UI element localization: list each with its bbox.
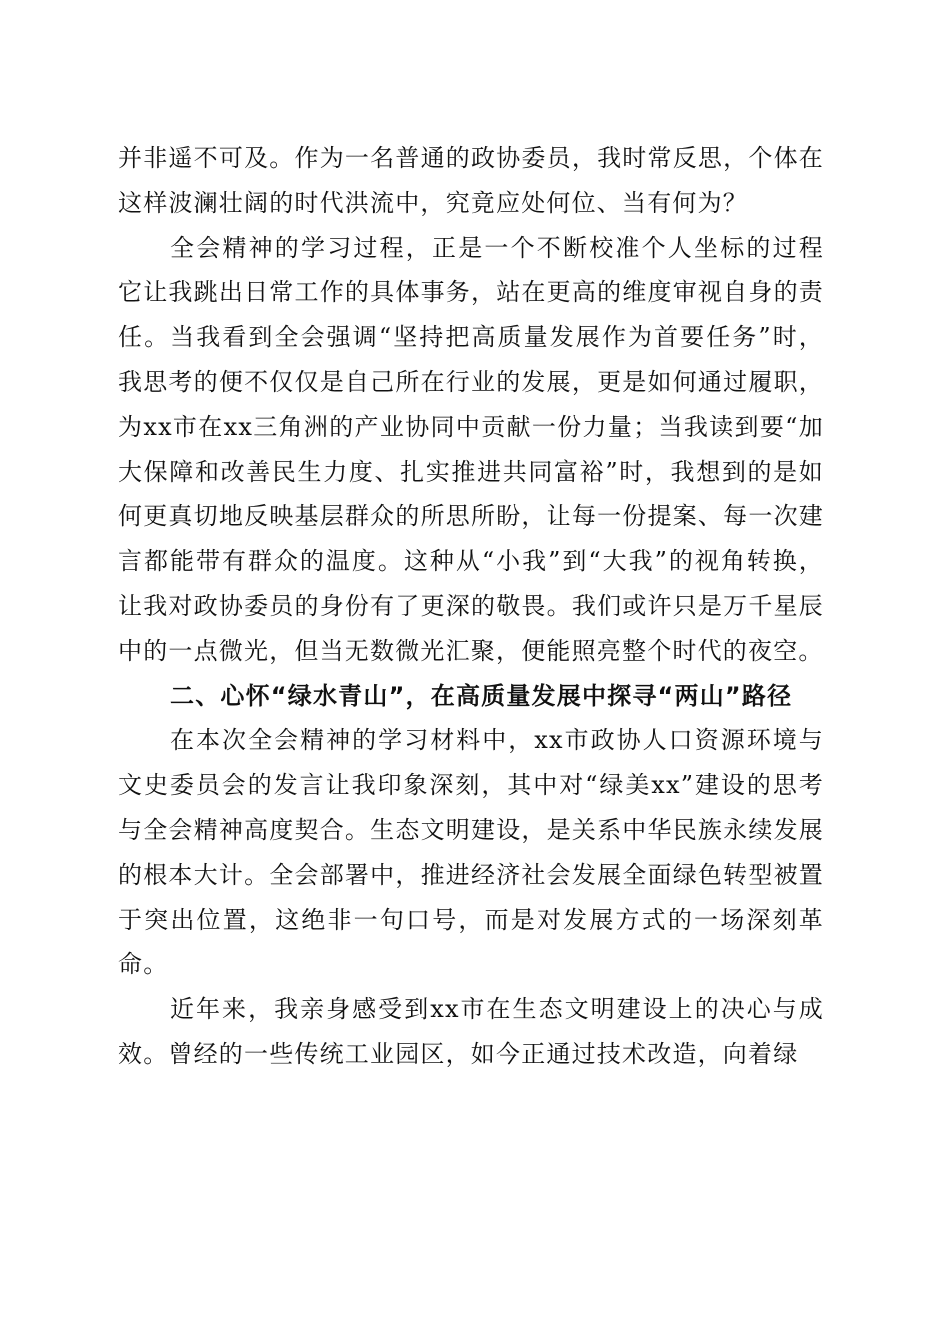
- paragraph-recent-years: 近年来，我亲身感受到xx市在生态文明建设上的决心与成效。曾经的一些传统工业园区，如今正通过技术改造，向着绿: [118, 995, 824, 1068]
- paragraph-continuation: 并非遥不可及。作为一名普通的政协委员，我时常反思，个体在这样波澜壮阔的时代洪流中，究竟应处何位、当有何为？: [118, 144, 824, 217]
- paragraph-study-materials: 在本次全会精神的学习材料中，xx市政协人口资源环境与文史委员会的发言让我印象深刻，其中对“绿美xx”建设的思考与全会精神高度契合。生态文明建设，是关系中华民族永续发展的根本大计。全会部署中，推进经济社会发展全面绿色转型被置于突出位置，这绝非一句口号，而是对发展方式的一场深刻革命。: [118, 726, 824, 979]
- paragraph-study-process: 全会精神的学习过程，正是一个不断校准个人坐标的过程它让我跳出日常工作的具体事务，站在更高的维度审视自身的责任。当我看到全会强调“坚持把高质量发展作为首要任务”时，我思考的便不仅仅是自己所在行业的发展，更是如何通过履职，为xx市在xx三角洲的产业协同中贡献一份力量；当我读到要“加大保障和改善民生力度、扎实推进共同富裕”时，我想到的是如何更真切地反映基层群众的所思所盼，让每一份提案、每一次建言都能带有群众的温度。这种从“小我”到“大我”的视角转换，让我对政协委员的身份有了更深的敬畏。我们或许只是万千星辰中的一点微光，但当无数微光汇聚，便能照亮整个时代的夜空。: [118, 233, 824, 665]
- section-heading-two: 二、心怀“绿水青山”，在高质量发展中探寻“两山”路径: [170, 681, 793, 710]
- document-body: [118, 136, 824, 1077]
